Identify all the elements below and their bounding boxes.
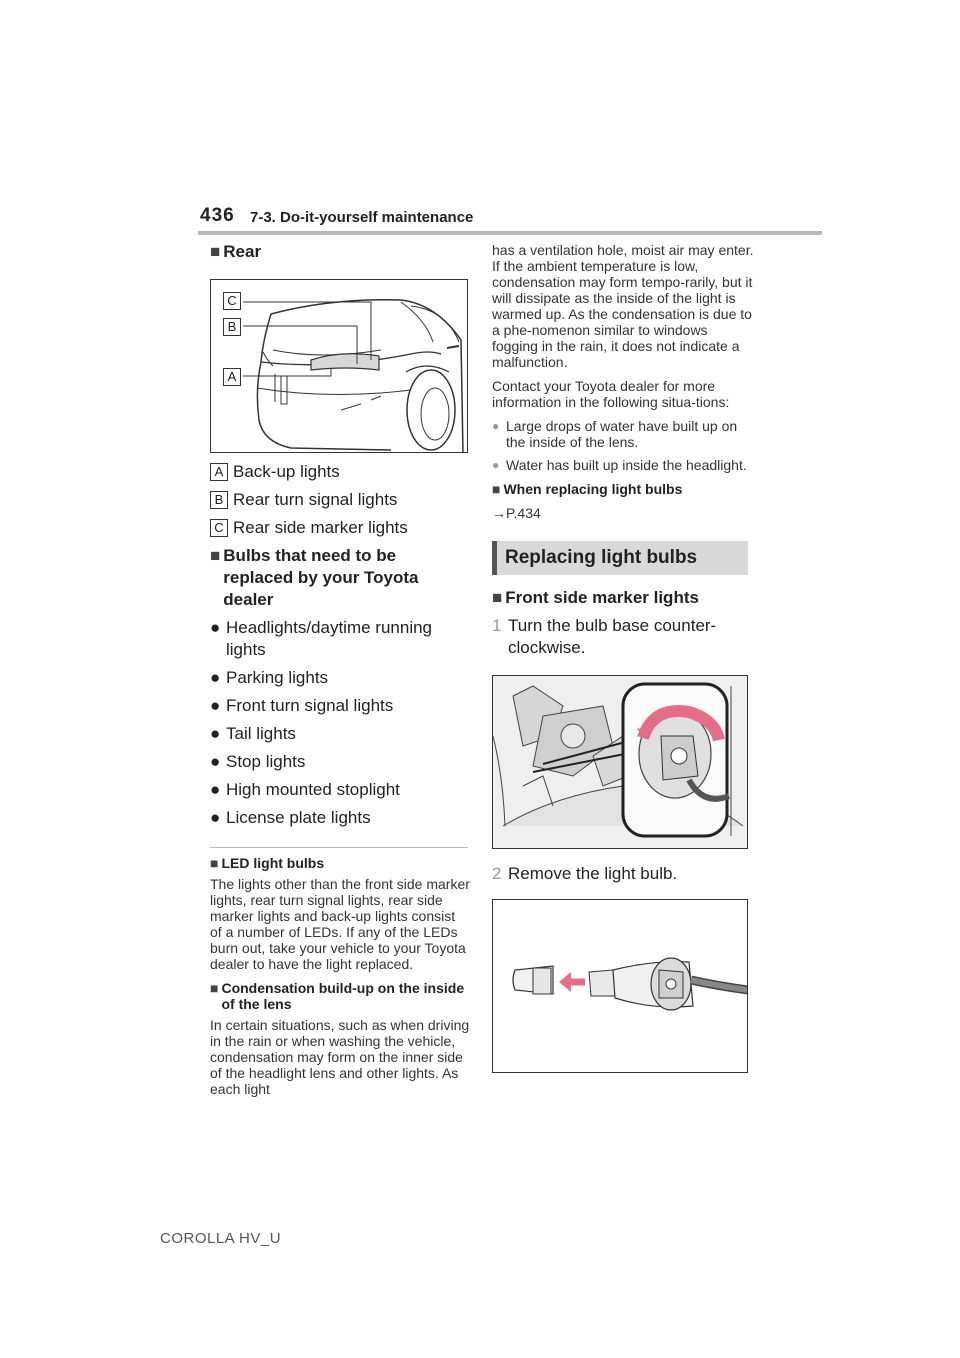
- square-bullet-icon: ■: [210, 546, 221, 565]
- square-bullet-icon: ■: [210, 855, 219, 871]
- led-text: The lights other than the front side marker lights, rear turn signal lights, rear side marker lights and back-up lights consist of a number of LEDs. If any of the LEDs burn out, take your vehicle to your Toyota dealer to have the light replaced.: [210, 876, 470, 972]
- engine-bay-figure: [492, 675, 748, 849]
- list-item: ● Tail lights: [210, 724, 296, 743]
- figure-label-a: A: [223, 368, 241, 386]
- figure-label-c: C: [223, 292, 241, 310]
- right-column: [492, 242, 754, 1073]
- rear-heading: ■ Rear: [210, 242, 262, 261]
- legend-item-c: C Rear side marker lights: [210, 517, 470, 539]
- square-bullet-icon: ■: [492, 588, 503, 607]
- list-item: ● Water has built up inside the headlight.: [492, 457, 747, 473]
- square-bullet-icon: ■: [492, 481, 501, 497]
- rear-car-figure: [210, 279, 468, 453]
- condensation-text: In certain situations, such as when driving in the rain or when washing the vehicle, condensation may form on the inner side of the headlight lens and other lights. As each light: [210, 1017, 470, 1097]
- dealer-bulb-list: [210, 617, 470, 829]
- left-column: [210, 240, 470, 1097]
- step-1: 1 Turn the bulb base counter-clockwise.: [492, 616, 717, 657]
- bullet-icon: ●: [210, 696, 221, 715]
- legend-item-a: A Back-up lights: [210, 461, 470, 483]
- list-item: ● Large drops of water have built up on the inside of the lens.: [492, 418, 738, 450]
- section-divider: [210, 847, 468, 848]
- contact-text: Contact your Toyota dealer for more information in the following situa-tions:: [492, 378, 730, 410]
- condensation-continued-text: has a ventilation hole, moist air may enter. If the ambient temperature is low, condensation may form tempo-rarily, but it will dissipate as the inside of the light is warmed up. As the condensation is due to a phe-nomenon similar to windows fogging in the rain, it does not indicate a malfunction.: [492, 242, 754, 370]
- page-reference[interactable]: →P.434: [492, 505, 541, 521]
- bullet-icon: ●: [210, 618, 221, 637]
- bullet-icon: ●: [210, 724, 221, 743]
- rear-car-illustration: [211, 280, 468, 453]
- bullet-icon: ●: [492, 458, 500, 472]
- list-item: ● Headlights/daytime running lights: [210, 618, 433, 659]
- square-bullet-icon: ■: [210, 242, 221, 261]
- step-2: 2 Remove the light bulb.: [492, 864, 678, 883]
- footer-model: COROLLA HV_U: [160, 1230, 282, 1247]
- header-rule: [198, 231, 822, 235]
- replacing-note-heading: ■ When replacing light bulbs: [492, 481, 683, 497]
- legend-list: [210, 461, 470, 539]
- condensation-heading: ■ Condensation build-up on the inside of the lens: [210, 980, 465, 1012]
- section-accent-bar: [492, 541, 497, 575]
- bullet-icon: ●: [210, 668, 221, 687]
- list-item: ● License plate lights: [210, 808, 371, 827]
- bulb-removal-figure: [492, 899, 748, 1073]
- dealer-heading: ■ Bulbs that need to be replaced by your Toyota dealer: [210, 546, 419, 609]
- situation-list: [492, 418, 754, 473]
- section-title-replacing: Replacing light bulbs: [492, 541, 748, 575]
- led-heading: ■ LED light bulbs: [210, 855, 325, 871]
- page-number: 436: [200, 205, 235, 226]
- list-item: ● High mounted stoplight: [210, 780, 400, 799]
- bullet-icon: ●: [210, 752, 221, 771]
- arrow-right-icon: →: [492, 505, 506, 521]
- list-item: ● Stop lights: [210, 752, 306, 771]
- figure-label-b: B: [223, 318, 241, 336]
- legend-item-b: B Rear turn signal lights: [210, 489, 470, 511]
- bullet-icon: ●: [210, 808, 221, 827]
- engine-bay-illustration: [493, 676, 748, 849]
- list-item: ● Front turn signal lights: [210, 696, 394, 715]
- list-item: ● Parking lights: [210, 668, 329, 687]
- section-title: 7-3. Do-it-yourself maintenance: [250, 209, 474, 226]
- square-bullet-icon: ■: [210, 980, 219, 996]
- bulb-removal-illustration: [493, 900, 748, 1073]
- bullet-icon: ●: [492, 419, 500, 433]
- bullet-icon: ●: [210, 780, 221, 799]
- front-marker-heading: ■ Front side marker lights: [492, 588, 699, 607]
